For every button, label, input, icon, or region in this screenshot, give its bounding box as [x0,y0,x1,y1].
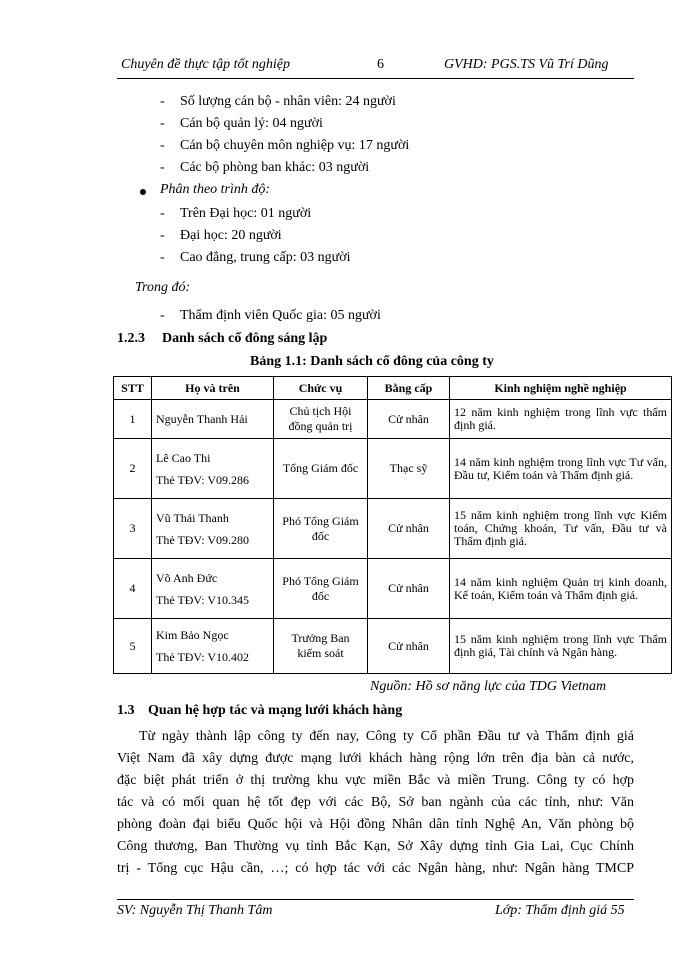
cell-experience: 15 năm kinh nghiệm trong lĩnh vực Thẩm định giá, Tài chính và Ngân hàng. [450,619,672,674]
dash-marker: - [160,94,165,109]
level-university: Đại học: 20 người [180,228,282,243]
cell-position: Chủ tịch Hội đồng quản trị [274,400,368,439]
table-row [114,619,672,674]
appraiser-card: Thẻ TĐV: V09.286 [156,472,249,487]
level-heading: Phân theo trình độ: [160,182,271,197]
footer-student: SV: Nguyễn Thị Thanh Tâm [117,903,273,918]
cell-stt: 2 [114,439,152,499]
dash-marker: - [160,160,165,175]
header-advisor: GVHD: PGS.TS Vũ Trí Dũng [444,57,609,72]
page-number: 6 [377,57,384,72]
col-header-degree: Bằng cấp [368,377,450,400]
dash-marker: - [160,138,165,153]
header-rule [117,78,634,79]
paragraph-line: đặc biệt phát triển ở thị trường khu vực miền Bắc và miền Trung. Công ty có hợp [117,773,634,788]
cell-name [152,619,274,674]
cell-name [152,499,274,559]
shareholder-name: Nguyễn Thanh Hải [156,411,248,426]
trong-do-label: Trong đó: [135,280,191,295]
staff-managers: Cán bộ quản lý: 04 người [180,116,323,131]
cell-position: Tổng Giám đốc [274,439,368,499]
cell-degree: Cử nhân [368,400,450,439]
table-row [114,439,672,499]
table-row [114,499,672,559]
staff-other: Các bộ phòng ban khác: 03 người [180,160,370,175]
paragraph-line: tác và có mối quan hệ tốt đẹp với các Bộ, Sở ban ngành của các tỉnh, như: Văn [117,795,634,810]
cell-stt: 5 [114,619,152,674]
paragraph-line: Việt Nam đã xây dựng được mạng lưới khách hàng rộng lớn trên địa bàn cả nước, [117,751,634,766]
staff-specialists: Cán bộ chuyên môn nghiệp vụ: 17 người [180,138,410,153]
section-title: Quan hệ hợp tác và mạng lưới khách hàng [148,703,403,718]
cell-position: Phó Tổng Giám đốc [274,559,368,619]
paragraph-line: phòng đoàn đại biểu Quốc hội và Hội đồng Nhân dân tỉnh Nghệ An, Văn phòng bộ [117,817,634,832]
cell-position: Trưởng Ban kiểm soát [274,619,368,674]
shareholder-name: Võ Anh Đức [156,570,218,585]
section-number: 1.2.3 [117,331,145,346]
cell-degree: Cử nhân [368,559,450,619]
cell-stt: 3 [114,499,152,559]
col-header-position: Chức vụ [274,377,368,400]
table-row [114,559,672,619]
body-paragraph [117,726,634,880]
cell-name [152,559,274,619]
paragraph-line: trị - Tổng cục Hậu cần, …; có hợp tác với các Ngân hàng, như: Ngân hàng TMCP [117,861,634,876]
col-header-experience: Kinh nghiệm nghề nghiệp [450,377,672,400]
cell-degree: Cử nhân [368,619,450,674]
dash-marker: - [160,116,165,131]
col-header-name: Họ và trên [152,377,274,400]
bullet-icon [140,189,146,195]
cell-experience: 14 năm kinh nghiệm Quản trị kinh doanh, Kế toán, Kiểm toán và Thẩm định giá. [450,559,672,619]
dash-marker: - [160,228,165,243]
table-row [114,400,672,439]
footer-class: Lớp: Thẩm định giá 55 [495,903,625,918]
appraisers-count: Thẩm định viên Quốc gia: 05 người [180,308,381,323]
paragraph-line: Công thương, Ban Thường vụ tỉnh Bắc Kạn, Sở Xây dựng tỉnh Gia Lai, Cục Chính [117,839,634,854]
shareholder-name: Vũ Thái Thanh [156,510,229,525]
cell-name [152,439,274,499]
footer-rule [117,899,634,900]
table-caption: Bảng 1.1: Danh sách cổ đông của công ty [250,354,494,369]
cell-experience: 14 năm kinh nghiệm trong lĩnh vực Tư vấn, Đầu tư, Kiểm toán và Thẩm định giá. [450,439,672,499]
level-postgrad: Trên Đại học: 01 người [180,206,312,221]
dash-marker: - [160,206,165,221]
cell-position: Phó Tổng Giám đốc [274,499,368,559]
paragraph-line: Từ ngày thành lập công ty đến nay, Công ty Cổ phần Đầu tư và Thẩm định giá [139,729,634,744]
appraiser-card: Thẻ TĐV: V10.345 [156,592,249,607]
appraiser-card: Thẻ TĐV: V10.402 [156,650,249,664]
dash-marker: - [160,308,165,323]
level-college: Cao đẳng, trung cấp: 03 người [180,250,351,265]
shareholder-name: Lê Cao Thi [156,450,211,465]
table-source: Nguồn: Hồ sơ năng lực của TDG Vietnam [370,679,607,694]
cell-experience: 15 năm kinh nghiệm trong lĩnh vực Kiểm toán, Chứng khoán, Tư vấn, Đầu tư và Thẩm định giá. [450,499,672,559]
cell-stt: 4 [114,559,152,619]
shareholder-name: Kim Bảo Ngọc [156,628,229,642]
cell-stt: 1 [114,400,152,439]
dash-marker: - [160,250,165,265]
header-title: Chuyên đề thực tập tốt nghiệp [121,57,290,72]
cell-name [152,400,274,439]
col-header-stt: STT [114,377,152,400]
section-title: Danh sách cổ đông sáng lập [162,331,328,346]
staff-total: Số lượng cán bộ - nhân viên: 24 người [180,94,396,109]
cell-experience: 12 năm kinh nghiệm trong lĩnh vực thẩm định giá. [450,400,672,439]
cell-degree: Cử nhân [368,499,450,559]
shareholder-table [113,376,672,674]
cell-degree: Thạc sỹ [368,439,450,499]
table-header-row [114,377,672,400]
appraiser-card: Thẻ TĐV: V09.280 [156,532,249,547]
section-number: 1.3 [117,703,135,718]
